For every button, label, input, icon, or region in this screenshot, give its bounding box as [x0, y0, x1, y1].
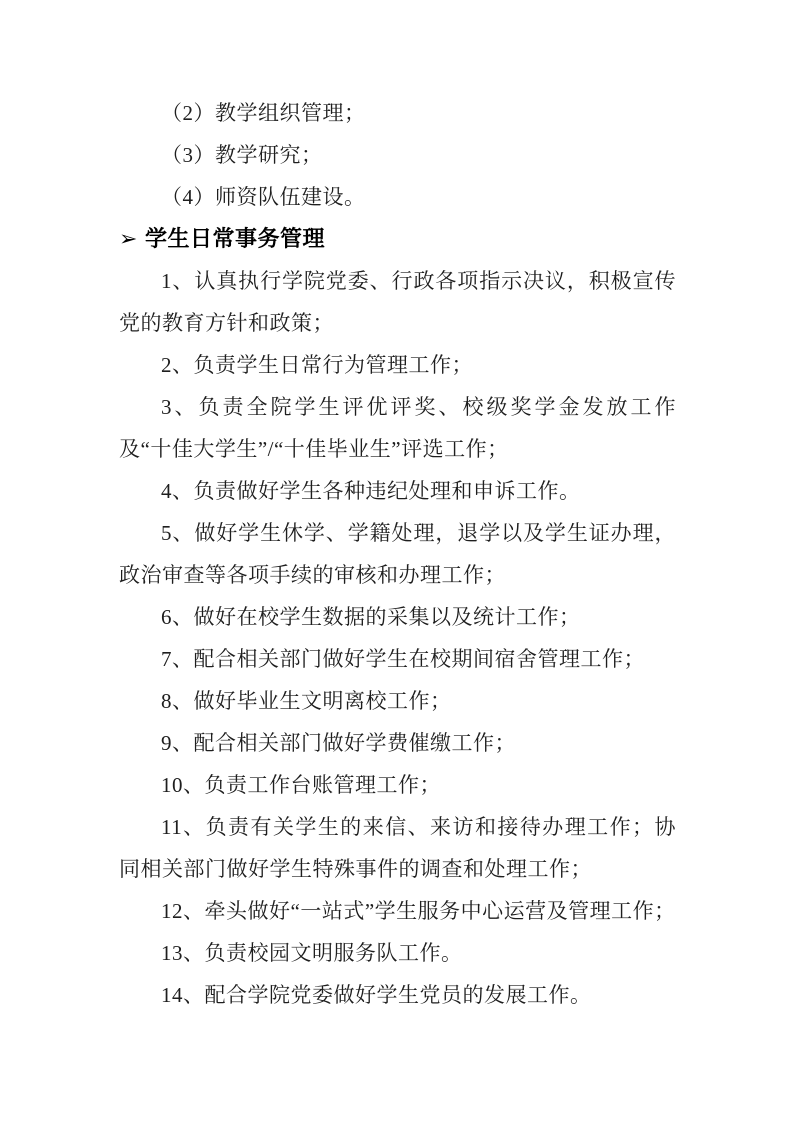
numbered-sub-item: （2）教学组织管理； [161, 101, 366, 125]
list-item: 6、做好在校学生数据的采集以及统计工作； [161, 605, 581, 629]
list-item: 12、牵头做好“一站式”学生服务中心运营及管理工作； [161, 899, 676, 923]
section-heading-label: 学生日常事务管理 [144, 226, 325, 251]
list-item: 9、配合相关部门做好学费催缴工作； [161, 731, 516, 755]
list-item: 7、配合相关部门做好学生在校期间宿舍管理工作； [161, 647, 645, 671]
list-item: 14、配合学院党委做好学生党员的发展工作。 [161, 983, 592, 1007]
arrow-bullet-icon: ➢ [119, 226, 138, 251]
list-item: 8、做好毕业生文明离校工作； [161, 689, 452, 713]
list-item: 1、认真执行学院党委、行政各项指示决议，积极宣传党的教育方针和政策； [119, 269, 676, 335]
list-item: 13、负责校园文明服务队工作。 [161, 941, 463, 965]
list-item: 2、负责学生日常行为管理工作； [161, 353, 473, 377]
numbered-sub-item: （4）师资队伍建设。 [161, 185, 366, 209]
list-item: 10、负责工作台账管理工作； [161, 773, 441, 797]
section-heading [119, 218, 676, 260]
list-item: 4、负责做好学生各种违纪处理和申诉工作。 [161, 479, 581, 503]
list-item: 3、负责全院学生评优评奖、校级奖学金发放工作及“十佳大学生”/“十佳毕业生”评选工作； [119, 395, 676, 461]
list-item: 11、负责有关学生的来信、来访和接待办理工作；协同相关部门做好学生特殊事件的调查和处理工作； [119, 815, 676, 881]
list-item: 5、做好学生休学、学籍处理，退学以及学生证办理，政治审查等各项手续的审核和办理工作； [119, 521, 676, 587]
numbered-sub-item: （3）教学研究； [161, 143, 323, 167]
